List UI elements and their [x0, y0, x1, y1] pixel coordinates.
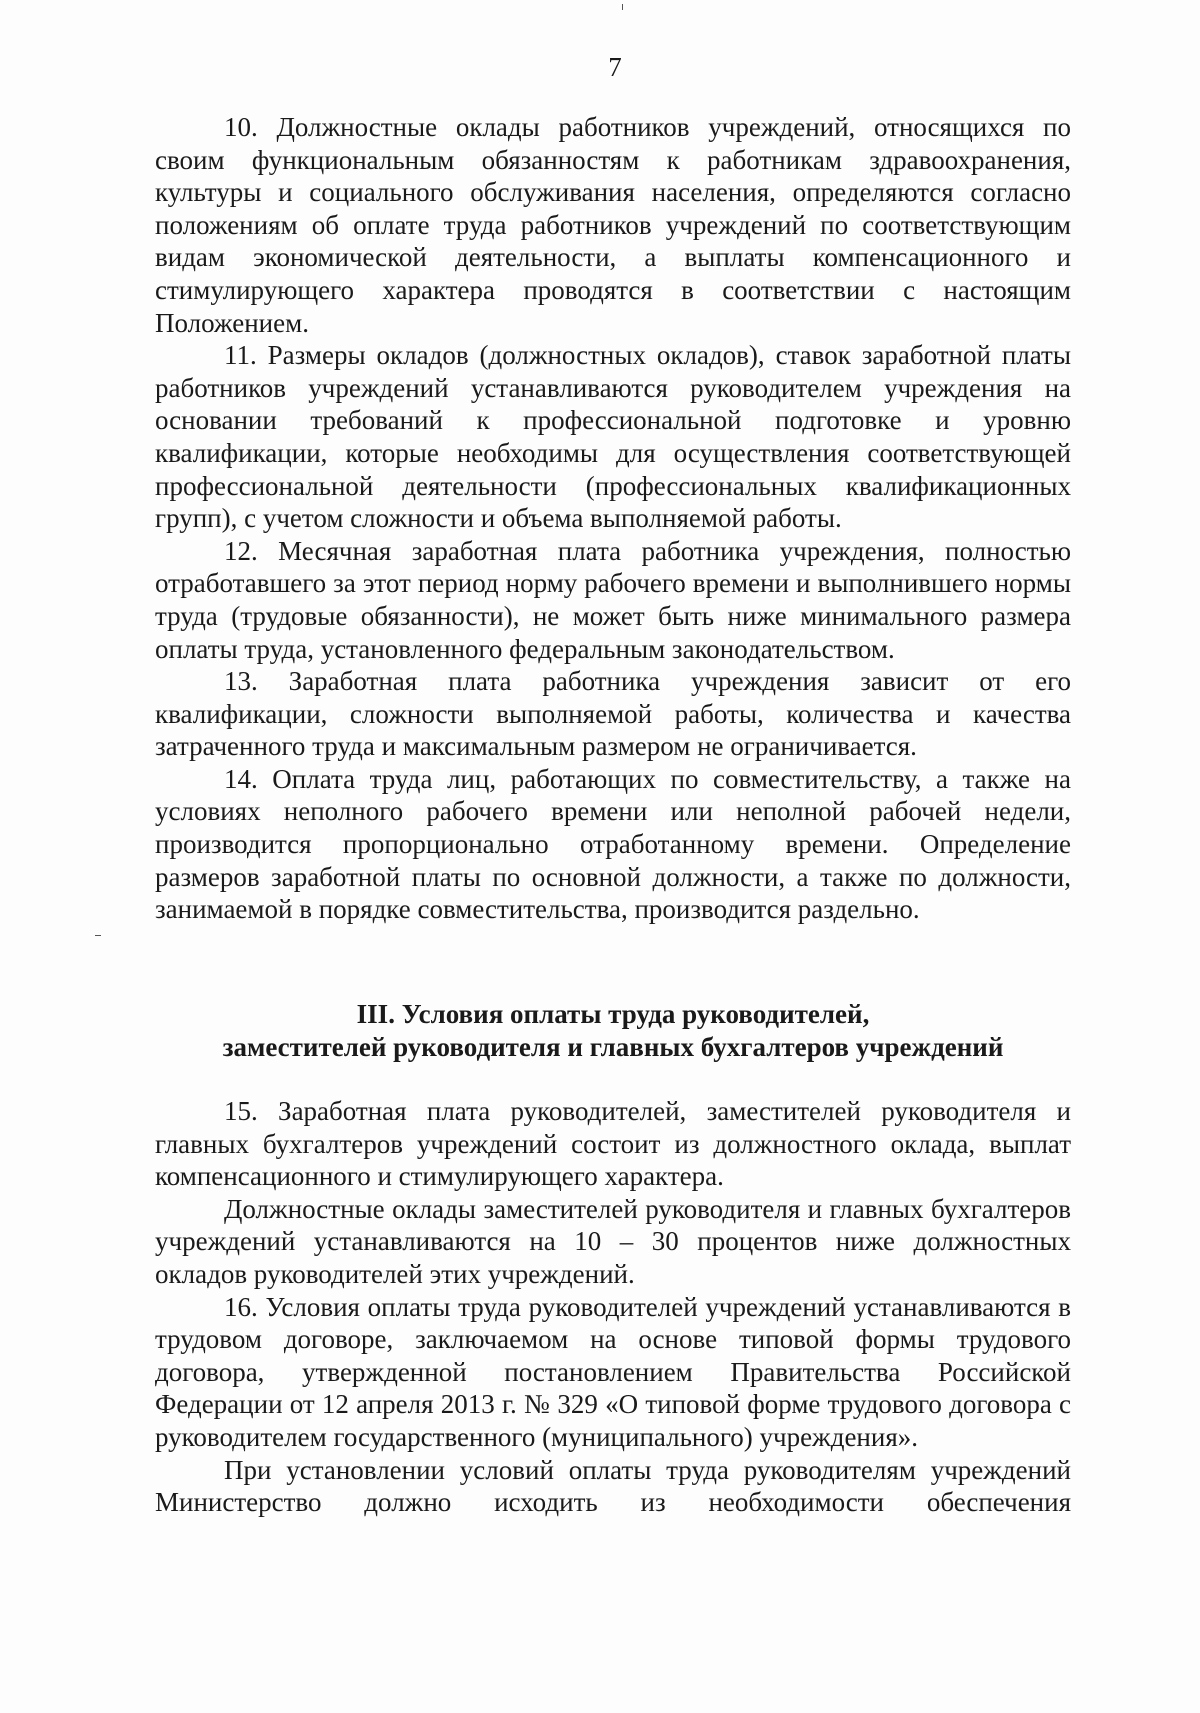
section-heading-line-1: III. Условия оплаты труда руководителей,: [356, 999, 870, 1029]
paragraph-13: 13. Заработная плата работника учреждения зависит от его квалификации, сложности выполняемой работы, количества и качества затраченного труда и максимальным размером не ограничивается.: [155, 666, 1071, 762]
body-section-2: [155, 111, 1071, 926]
paragraph-ministry: При установлении условий оплаты труда руководителям учреждений Министерство должно исходить из необходимости обеспечения: [155, 1454, 1071, 1518]
paragraph-10: 10. Должностные оклады работников учреждений, относящихся по своим функциональным обязанностям к работникам здравоохранения, культуры и социального обслуживания населения, определяются согласно положениям об оплате труда работников учреждений по соответствующим видам экономической деятельности, а выплаты компенсационного и стимулирующего характера проводятся в соответствии с настоящим Положением.: [155, 112, 1071, 338]
paragraph-16: 16. Условия оплаты труда руководителей учреждений устанавливаются в трудовом договоре, заключаемом на основе типовой формы трудового договора, утвержденной постановлением Правительства Российской Федерации от 12 апреля 2013 г. № 329 «О типовой форме трудового договора с руководителем государственного (муниципального) учреждения».: [155, 1291, 1071, 1452]
body-section-3: [155, 1095, 1071, 1519]
paragraph-14: 14. Оплата труда лиц, работающих по совместительству, а также на условиях неполного рабочего времени или неполной рабочей недели, производится пропорционально отработанному времени. Определение размеров заработной платы по основной должности, а также по должности, занимаемой в порядке совместительства, производится раздельно.: [155, 763, 1071, 925]
paragraph-15-deputies: Должностные оклады заместителей руководителя и главных бухгалтеров учреждений устанавливаются на 10 – 30 процентов ниже должностных окладов руководителей этих учреждений.: [155, 1193, 1071, 1289]
section-heading: [155, 998, 1071, 1064]
section-heading-line-2: заместителей руководителя и главных бухгалтеров учреждений: [222, 1032, 1004, 1062]
paragraph-12: 12. Месячная заработная плата работника учреждения, полностью отработавшего за этот период норму рабочего времени и выполнившего нормы труда (трудовые обязанности), не может быть ниже минимального размера оплаты труда, установленного федеральным законодательством.: [155, 535, 1071, 664]
scan-mark-left: [95, 935, 101, 936]
paragraph-11: 11. Размеры окладов (должностных окладов), ставок заработной платы работников учреждений устанавливаются руководителем учреждения на основании требований к профессиональной подготовке и уровню квалификации, которые необходимы для осуществления соответствующей профессиональной деятельности (профессиональных квалификационных групп), с учетом сложности и объема выполняемой работы.: [155, 340, 1071, 534]
paragraph-15: 15. Заработная плата руководителей, заместителей руководителя и главных бухгалтеров учреждений состоит из должностного оклада, выплат компенсационного и стимулирующего характера.: [155, 1096, 1071, 1192]
page-number: 7: [608, 52, 622, 82]
scan-mark-top: [622, 4, 623, 10]
